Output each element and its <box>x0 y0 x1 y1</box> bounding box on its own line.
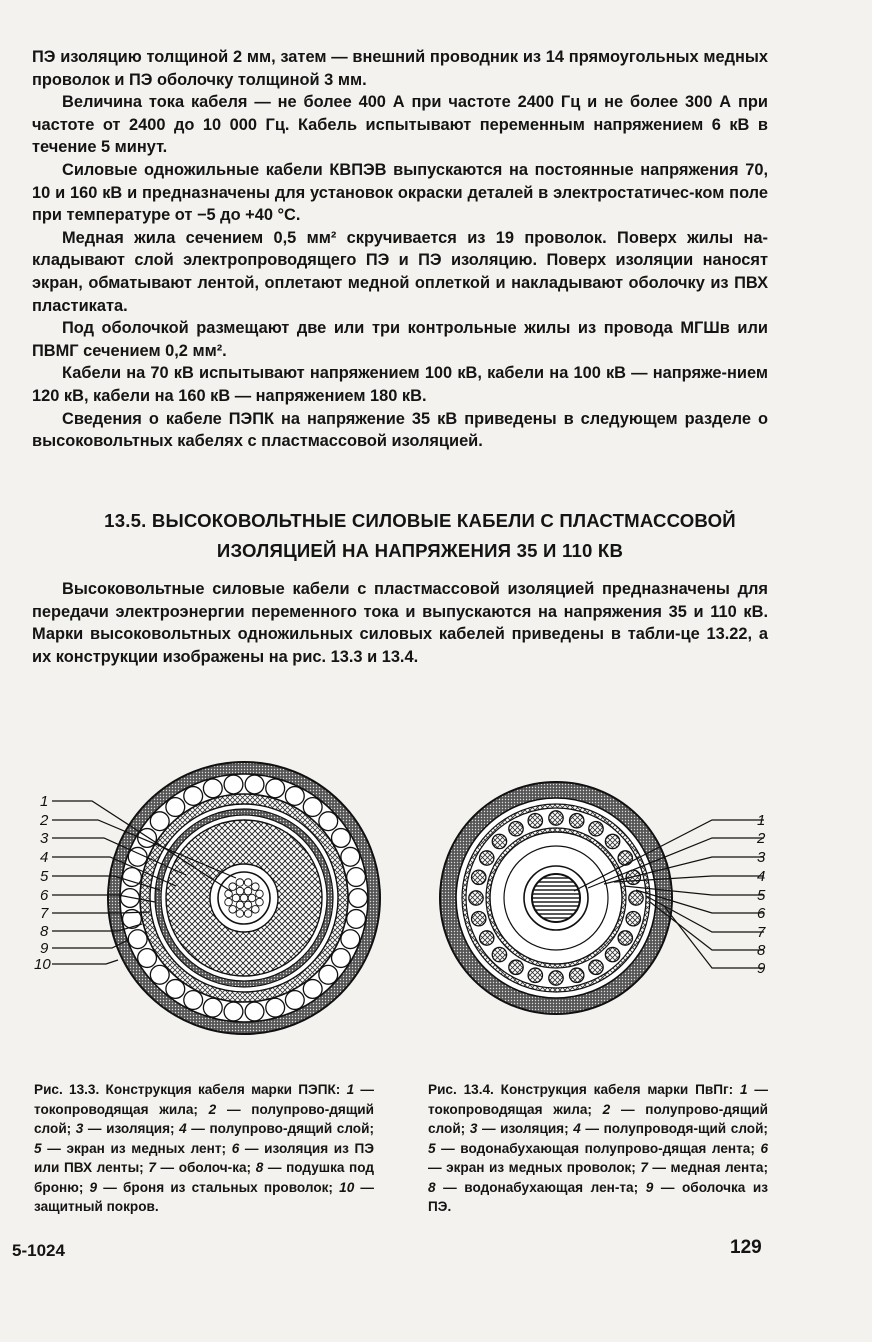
screen-wire <box>549 971 563 985</box>
armor-wire <box>184 787 203 806</box>
callout-label: 5 <box>40 868 49 885</box>
screen-wire <box>549 811 563 825</box>
callout-label: 1 <box>757 812 766 829</box>
core-strand <box>244 887 252 895</box>
figure1-caption: Рис. 13.3. Конструкция кабеля марки ПЭПК: 1 — токопроводящая жила; 2 — полупрово-дящий слой; 3 — изоляция; 4 — полупрово-дящий слой; 5 — экран из медных лент; 6 — изоляция из ПЭ или ПВХ ленты; 7 — оболоч-ка; 8 — подушка под броню; 9 — броня из стальных проволок; 10 — защитный покров. <box>34 1082 375 1214</box>
callout-label: 7 <box>757 924 766 941</box>
caption-item-number: 4 <box>179 1121 187 1136</box>
armor-wire <box>349 889 368 908</box>
caption-item-number: 6 <box>231 1140 240 1156</box>
screen-wire <box>570 814 584 828</box>
core-strand <box>244 901 252 909</box>
caption-title: Рис. 13.3. Конструкция кабеля марки ПЭПК: <box>34 1082 341 1097</box>
armor-wire <box>341 930 360 949</box>
screen-wire <box>480 851 494 865</box>
core-strand <box>229 906 237 914</box>
screen-wire <box>618 851 632 865</box>
armor-wire <box>266 779 285 798</box>
core-strand <box>236 887 244 895</box>
screen-wire <box>605 947 619 961</box>
armor-wire <box>266 998 285 1017</box>
armor-wire <box>224 1002 243 1021</box>
caption-item-number: 9 <box>89 1179 98 1195</box>
armor-wire <box>347 868 366 887</box>
page-number: 129 <box>730 1237 762 1258</box>
screen-wire <box>605 834 619 848</box>
callout-label: 9 <box>40 940 49 957</box>
core-strand <box>244 910 252 918</box>
callout-label: 8 <box>757 942 766 959</box>
core-strand <box>248 894 256 902</box>
caption-item-text: медная лента; <box>670 1160 768 1175</box>
caption-item-text: токопроводящая жила; <box>428 1101 592 1117</box>
caption-item-text: защитный покров. <box>34 1199 159 1214</box>
armor-wire <box>332 949 351 968</box>
caption-item-number: 8 <box>428 1179 436 1195</box>
armor-wire <box>285 991 304 1010</box>
caption-item-text: полупрово-дящий слой; <box>209 1121 374 1136</box>
armor-wire <box>245 1002 264 1021</box>
caption-item-number: 1 <box>346 1082 355 1097</box>
armor-wire <box>138 949 157 968</box>
caption-item-number: 9 <box>645 1179 654 1195</box>
core-strand <box>256 898 264 906</box>
caption-item-text: изоляция; <box>106 1121 175 1136</box>
screen-wire <box>528 968 542 982</box>
armor-wire <box>332 829 351 848</box>
core-strand <box>236 910 244 918</box>
caption-item-text: полупроводя-щий слой; <box>603 1121 768 1136</box>
screen-wire <box>492 947 506 961</box>
callout-label: 5 <box>757 887 766 904</box>
printer-signature: 5-1024 <box>12 1241 65 1260</box>
armor-wire <box>341 847 360 866</box>
paragraph: ПЭ изоляцию толщиной 2 мм, затем — внешний проводник из 14 прямоугольных медных проволок и ПЭ оболочку толщиной 3 мм. <box>32 48 768 89</box>
caption-item-text: экран из медных проволок; <box>446 1160 636 1175</box>
screen-wire <box>528 814 542 828</box>
paragraph: Силовые одножильные кабели КВПЭВ выпускаются на постоянные напряжения 70, 10 и 160 кВ и предназначены для установок окраски деталей в электростатичес-ком поле при температуре от −5 до +40 °С. <box>32 160 768 225</box>
caption-item-text: подушка под броню; <box>34 1160 375 1195</box>
caption-item-text: изоляция из ПЭ или ПВХ ленты; <box>34 1140 375 1175</box>
section-heading-line: 13.5. ВЫСОКОВОЛЬТНЫЕ СИЛОВЫЕ КАБЕЛИ С ПЛАСТМАССОВОЙ <box>104 510 736 531</box>
paragraph: Медная жила сечением 0,5 мм² скручивается из 19 проволок. Поверх жилы на-кладывают слой электропроводящего ПЭ и ПЭ изоляцию. Поверх изоляции наносят экран, обматывают лентой, оплетают медной оплеткой и накладывают оболочку из ПВХ пластиката. <box>32 228 768 315</box>
screen-wire <box>472 912 486 926</box>
paragraph: Под оболочкой размещают две или три контрольные жилы из провода МГШв или ПВМГ сечением 0,2 мм². <box>32 319 768 360</box>
caption-item-text: оболочка из ПЭ. <box>428 1179 769 1214</box>
callout-label: 8 <box>40 923 49 940</box>
caption-item-text: водонабухающая полупрово-дящая лента; <box>460 1140 755 1156</box>
callout-label: 6 <box>757 905 766 922</box>
core-strand <box>252 883 260 891</box>
screen-wire <box>589 822 603 836</box>
screen-wire <box>570 968 584 982</box>
caption-item-text: водонабухающая лен-та; <box>464 1179 639 1195</box>
caption-item-number: 4 <box>573 1121 581 1136</box>
caption-item-number: 8 <box>255 1160 264 1175</box>
caption-item-number: 3 <box>469 1121 478 1136</box>
core-strand <box>232 894 240 902</box>
screen-wire <box>480 931 494 945</box>
caption-title: Рис. 13.4. Конструкция кабеля марки ПвПг: <box>428 1082 734 1097</box>
screen-wire <box>472 870 486 884</box>
screen-wire <box>626 912 640 926</box>
caption-item-text: полупрово-дящий слой; <box>34 1101 375 1136</box>
caption-item-number: 2 <box>208 1101 217 1117</box>
caption-item-number: 2 <box>602 1101 611 1117</box>
core-strand <box>229 883 237 891</box>
caption-item-number: 5 <box>428 1140 436 1156</box>
paragraph: Сведения о кабеле ПЭПК на напряжение 35 кВ приведены в следующем разделе о высоковольтных кабелях с пластмассовой изоляцией. <box>32 409 768 451</box>
caption-item-text: изоляция; <box>500 1121 569 1136</box>
callout-label: 4 <box>757 868 766 885</box>
core-strand <box>236 879 244 887</box>
callout-label: 4 <box>40 849 49 866</box>
core-strand <box>240 894 248 902</box>
figure2-caption: Рис. 13.4. Конструкция кабеля марки ПвПг: 1 — токопроводящая жила; 2 — полупрово-дящий слой; 3 — изоляция; 4 — полупроводя-щий слой; 5 — водонабухающая полупрово-дящая лента; 6 — экран из медных проволок; 7 — медная лента; 8 — водонабухающая лен-та; 9 — оболочка из ПЭ. <box>428 1082 769 1214</box>
armor-wire <box>128 930 147 949</box>
figure1-labels <box>34 793 51 973</box>
callout-label: 2 <box>757 830 766 847</box>
armor-wire <box>203 779 222 798</box>
caption-item-text: броня из стальных проволок; <box>123 1179 333 1195</box>
cable-diagram-pvpg <box>440 782 766 1014</box>
caption-item-text: оболоч-ка; <box>178 1160 252 1175</box>
screen-wire <box>618 931 632 945</box>
paragraph: Высоковольтные силовые кабели с пластмассовой изоляцией предназначены для передачи электроэнергии переменного тока и выпускаются на напряжения 35 и 110 кВ. Марки высоковольтных одножильных силовых кабелей приведены в табли-це 13.22, а их конструкции изображены на рис. 13.3 и 13.4. <box>32 580 768 666</box>
armor-wire <box>245 775 264 794</box>
callout-label: 10 <box>34 956 51 973</box>
caption-item-number: 10 <box>339 1179 355 1195</box>
callout-label: 2 <box>40 812 49 829</box>
paragraph: Величина тока кабеля — не более 400 А при частоте 2400 Гц и не более 300 А при частоте от 2400 до 10 000 Гц. Кабель испытывают переменным напряжением 6 кВ в течение 5 минут. <box>32 93 768 157</box>
core-strand <box>244 879 252 887</box>
core-strand <box>252 906 260 914</box>
armor-wire <box>184 991 203 1010</box>
armor-wire <box>285 787 304 806</box>
caption-item-text: полупрово-дящий слой; <box>428 1101 769 1136</box>
armor-wire <box>203 998 222 1017</box>
caption-item-number: 7 <box>148 1160 156 1175</box>
core-strand <box>236 901 244 909</box>
caption-item-number: 3 <box>75 1121 84 1136</box>
callout-label: 6 <box>40 887 49 904</box>
caption-item-text: экран из медных лент; <box>66 1140 227 1156</box>
caption-item-number: 5 <box>34 1140 42 1156</box>
caption-item-number: 1 <box>740 1082 748 1097</box>
screen-wire <box>629 891 643 905</box>
core-strand <box>225 898 233 906</box>
caption-item-text: токопроводящая жила; <box>34 1101 198 1117</box>
figure2-labels <box>756 812 766 977</box>
callout-label: 9 <box>757 960 766 977</box>
section-heading-line: ИЗОЛЯЦИЕЙ НА НАПРЯЖЕНИЯ 35 И 110 КВ <box>216 540 624 561</box>
caption-item-number: 7 <box>640 1160 648 1175</box>
caption-item-number: 6 <box>760 1140 768 1156</box>
armor-wire <box>224 775 243 794</box>
screen-wire <box>509 960 523 974</box>
callout-label: 3 <box>40 830 49 847</box>
cable-diagram-pepk <box>34 762 380 1034</box>
core-strand <box>256 890 264 898</box>
screen-wire <box>469 891 483 905</box>
callout-label: 7 <box>40 905 49 922</box>
screen-wire <box>589 960 603 974</box>
callout-label: 3 <box>757 849 766 866</box>
callout-label: 1 <box>40 793 49 810</box>
paragraph: Кабели на 70 кВ испытывают напряжением 100 кВ, кабели на 100 кВ — напряже-нием 120 кВ, кабели на 160 кВ — напряжением 180 кВ. <box>32 364 768 405</box>
screen-wire <box>509 822 523 836</box>
screen-wire <box>492 834 506 848</box>
armor-wire <box>347 910 366 929</box>
